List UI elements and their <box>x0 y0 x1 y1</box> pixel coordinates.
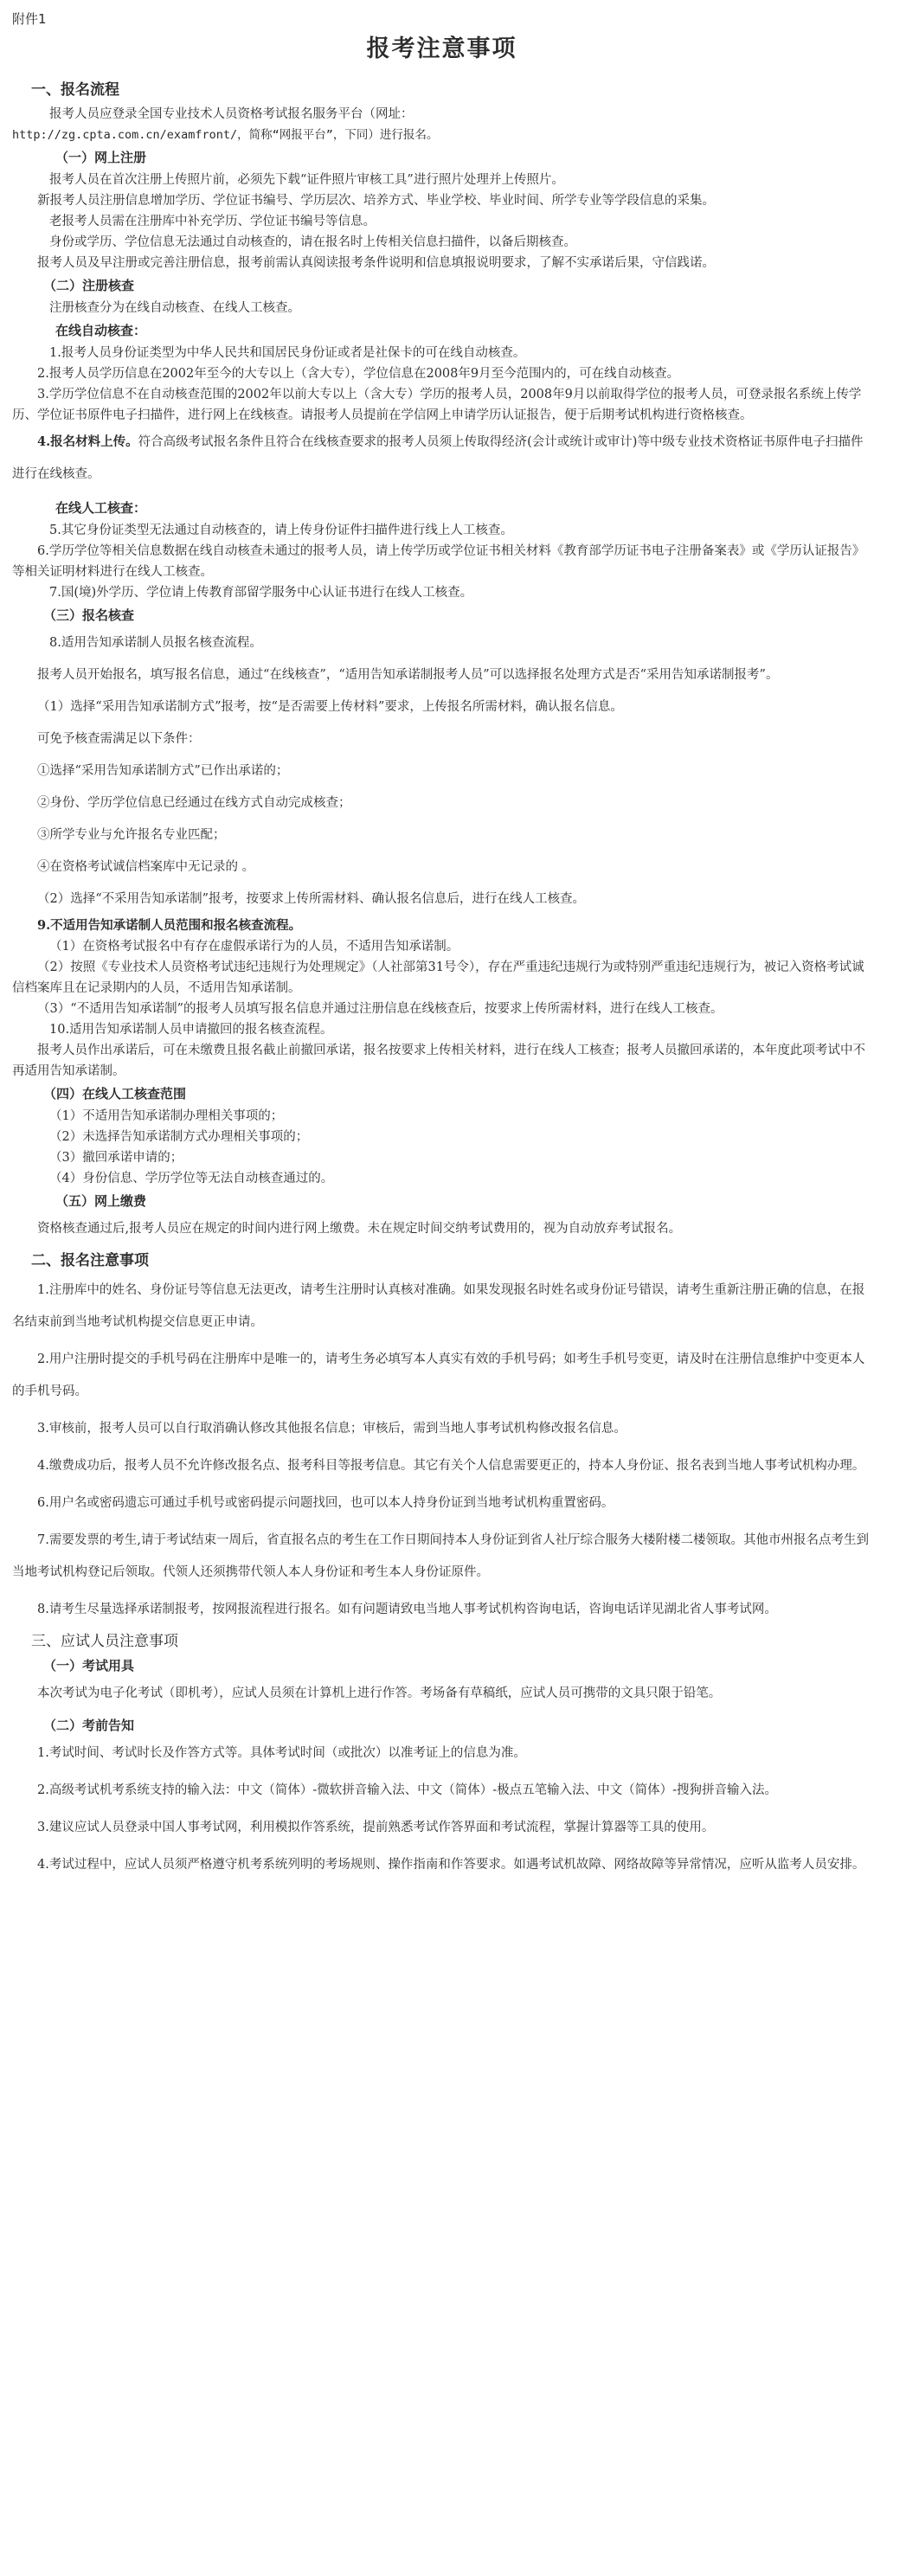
materials-upload-text: 符合高级考试报名条件且符合在线核查要求的报考人员须上传取得经济(会计或统计或审计)等中级专业技术资格证书原件电子扫描件进行在线核查。 <box>12 435 864 481</box>
sec1-sub1-p2: 新报考人员注册信息增加学历、学位证书编号、学历层次、培养方式、毕业学校、毕业时间、所学专业等学段信息的采集。 <box>37 194 715 208</box>
sec1-sub3-p8d: （2）选择“不采用告知承诺制”报考，按要求上传所需材料、确认报名信息后，进行在线人工核查。 <box>37 892 586 906</box>
auto-check-item-3: 3.学历学位信息不在自动核查范围的2002年以前大专以上（含大专）学历的报考人员，2008年9月以前取得学位的报考人员，可登录报名系统上传学历、学位证书原件电子扫描件，进行网上在线核查。请报考人员提前在学信网上申请学历认证报告，便于后期考试机构进行资格核查。 <box>12 388 862 422</box>
section-2-heading: 二、报名注意事项 <box>31 1252 149 1269</box>
notice-item-4: 4.缴费成功后，报考人员不允许修改报名点、报考科目等报考信息。其它有关个人信息需要更正的，持本人身份证、报名表到当地人事考试机构办理。 <box>37 1459 865 1473</box>
notice-item-7: 7.需要发票的考生,请于考试结束一周后，省直报名点的考生在工作日期间持本人身份证到省人社厅综合服务大楼附楼二楼领取。其他市州报名点考生到当地考试机构登记后领取。代领人还须携带代领人本人身份证和考生本人身份证原件。 <box>12 1533 869 1579</box>
sec1-sub1-heading: （一）网上注册 <box>55 150 147 165</box>
sec1-sub3-p10: 10.适用告知承诺制人员申请撤回的报名核查流程。 <box>49 1023 333 1037</box>
exam-notice-2: 2.高级考试机考系统支持的输入法：中文（简体）-微软拼音输入法、中文（简体）-极点五笔输入法、中文（简体）-搜狗拼音输入法。 <box>37 1783 778 1797</box>
manual-check-item-6: 6.学历学位等相关信息数据在线自动核查未通过的报考人员，请上传学历或学位证书相关材料《教育部学历证书电子注册备案表》或《学历认证报告》等相关证明材料进行在线人工核查。 <box>12 544 865 579</box>
sec1-sub3-p9c: （3）“不适用告知承诺制”的报考人员填写报名信息并通过注册信息在线核查后，按要求上传所需材料，进行在线人工核查。 <box>37 1002 723 1016</box>
notice-item-6: 6.用户名或密码遗忘可通过手机号或密码提示问题找回，也可以本人持身份证到当地考试机构重置密码。 <box>37 1496 614 1510</box>
manual-scope-item-3: （3）撤回承诺申请的； <box>49 1151 183 1165</box>
sec3-sub2-heading: （二）考前告知 <box>43 1718 135 1733</box>
section-1-heading: 一、报名流程 <box>31 81 119 99</box>
sec1-sub4-heading: （四）在线人工核查范围 <box>43 1086 187 1102</box>
sec1-sub3-p9a: （1）在资格考试报名中有存在虚假承诺行为的人员，不适用告知承诺制。 <box>49 940 459 954</box>
condition-item-4: ④在资格考试诚信档案库中无记录的 。 <box>37 860 255 874</box>
page-title: 报考注意事项 <box>366 35 517 62</box>
sec1-sub3-p8c: 可免予核查需满足以下条件： <box>37 732 201 746</box>
manual-check-item-5: 5.其它身份证类型无法通过自动核查的，请上传身份证件扫描件进行线上人工核查。 <box>49 524 513 537</box>
exam-notice-4: 4.考试过程中，应试人员须严格遵守机考系统列明的考场规则、操作指南和作答要求。如遇考试机故障、网络故障等异常情况，应听从监考人员安排。 <box>37 1858 865 1872</box>
manual-check-item-7: 7.国(境)外学历、学位请上传教育部留学服务中心认证书进行在线人工核查。 <box>49 586 473 600</box>
sec1-sub5-p1: 资格核查通过后,报考人员应在规定的时间内进行网上缴费。未在规定时间交纳考试费用的，视为自动放弃考试报名。 <box>37 1222 682 1236</box>
sec3-sub1-heading: （一）考试用具 <box>43 1658 135 1673</box>
sec1-intro-line2: http://zg.cpta.com.cn/examfront/，简称“网报平台”，下同）进行报名。 <box>12 128 439 142</box>
sec1-sub3-p8a: 报考人员开始报名，填写报名信息，通过“在线核查”，“适用告知承诺制报考人员”可以选择报名处理方式是否“采用告知承诺制报考”。 <box>37 668 779 682</box>
notice-item-2: 2.用户注册时提交的手机号码在注册库中是唯一的，请考生务必填写本人真实有效的手机号码；如考生手机号变更，请及时在注册信息维护中变更本人的手机号码。 <box>12 1352 865 1398</box>
auto-check-item-1: 1.报考人员身份证类型为中华人民共和国居民身份证或者是社保卡的可在线自动核查。 <box>49 346 526 360</box>
manual-scope-item-4: （4）身份信息、学历学位等无法自动核查通过的。 <box>49 1172 334 1185</box>
sec1-intro-line1: 报考人员应登录全国专业技术人员资格考试报名服务平台（网址： <box>49 107 414 121</box>
auto-check-item-4 <box>12 426 871 491</box>
sec1-sub1-p5: 报考人员及早注册或完善注册信息，报考前需认真阅读报考条件说明和信息填报说明要求，了解不实承诺后果，守信践诺。 <box>37 256 715 270</box>
sec1-sub3-p9b: （2）按照《专业技术人员资格考试违纪违规行为处理规定》（人社部第31号令），存在严重违纪违规行为或特别严重违纪违规行为，被记入资格考试诚信档案库且在记录期内的人员，不适用告知承诺制。 <box>12 960 864 995</box>
section-3-heading: 三、应试人员注意事项 <box>31 1633 178 1650</box>
manual-check-heading: 在线人工核查： <box>55 500 147 516</box>
sec1-sub1-p1: 报考人员在首次注册上传照片前，必须先下载“证件照片审核工具”进行照片处理并上传照片。 <box>49 173 564 187</box>
sec1-sub3-p8: 8.适用告知承诺制人员报名核查流程。 <box>49 636 262 650</box>
sec1-sub5-heading: （五）网上缴费 <box>55 1193 147 1209</box>
sec1-sub1-p3: 老报考人员需在注册库中补充学历、学位证书编号等信息。 <box>49 215 376 228</box>
sec1-sub3-p8b: （1）选择“采用告知承诺制方式”报考，按“是否需要上传材料”要求，上传报名所需材料，确认报名信息。 <box>37 700 623 714</box>
notice-item-1: 1.注册库中的姓名、身份证号等信息无法更改，请考生注册时认真核对准确。如果发现报名时姓名或身份证号错误，请考生重新注册正确的信息，在报名结束前到当地考试机构提交信息更正申请。 <box>12 1283 865 1329</box>
auto-check-item-2: 2.报考人员学历信息在2002年至今的大专以上（含大专），学位信息在2008年9月至今范围内的，可在线自动核查。 <box>37 367 680 381</box>
exam-notice-3: 3.建议应试人员登录中国人事考试网，利用模拟作答系统，提前熟悉考试作答界面和考试流程，掌握计算器等工具的使用。 <box>37 1821 715 1834</box>
attachment-label: 附件1 <box>12 11 47 27</box>
condition-item-1: ①选择“采用告知承诺制方式”已作出承诺的； <box>37 764 289 778</box>
sec1-sub3-p9 <box>12 915 871 936</box>
exam-notice-1: 1.考试时间、考试时长及作答方式等。具体考试时间（或批次）以准考证上的信息为准。 <box>37 1746 526 1760</box>
sec1-sub2-p1: 注册核查分为在线自动核查、在线人工核查。 <box>49 301 300 315</box>
non-commitment-heading: 9.不适用告知承诺制人员范围和报名核查流程。 <box>37 918 302 933</box>
auto-check-heading: 在线自动核查： <box>55 323 147 338</box>
sec1-sub3-heading: （三）报名核查 <box>43 607 135 623</box>
manual-scope-item-2: （2）未选择告知承诺制方式办理相关事项的； <box>49 1130 309 1144</box>
materials-upload-label: 4.报名材料上传。 <box>37 434 138 449</box>
sec1-sub3-p10a: 报考人员作出承诺后，可在未缴费且报名截止前撤回承诺，报名按要求上传相关材料，进行在线人工核查；报考人员撤回承诺的，本年度此项考试中不再适用告知承诺制。 <box>12 1044 865 1078</box>
notice-item-8: 8.请考生尽量选择承诺制报考，按网报流程进行报名。如有问题请致电当地人事考试机构咨询电话，咨询电话详见湖北省人事考试网。 <box>37 1603 777 1616</box>
sec1-sub1-p4: 身份或学历、学位信息无法通过自动核查的，请在报名时上传相关信息扫描件，以备后期核查。 <box>49 235 576 249</box>
sec3-sub1-p1: 本次考试为电子化考试（即机考），应试人员须在计算机上进行作答。考场备有草稿纸，应试人员可携带的文具只限于铅笔。 <box>37 1686 722 1700</box>
condition-item-3: ③所学专业与允许报名专业匹配； <box>37 828 226 842</box>
manual-scope-item-1: （1）不适用告知承诺制办理相关事项的； <box>49 1109 284 1123</box>
notice-item-3: 3.审核前，报考人员可以自行取消确认修改其他报名信息；审核后，需到当地人事考试机构修改报名信息。 <box>37 1422 626 1436</box>
condition-item-2: ②身份、学历学位信息已经通过在线方式自动完成核查； <box>37 796 351 810</box>
sec1-sub2-heading: （二）注册核查 <box>43 278 135 293</box>
